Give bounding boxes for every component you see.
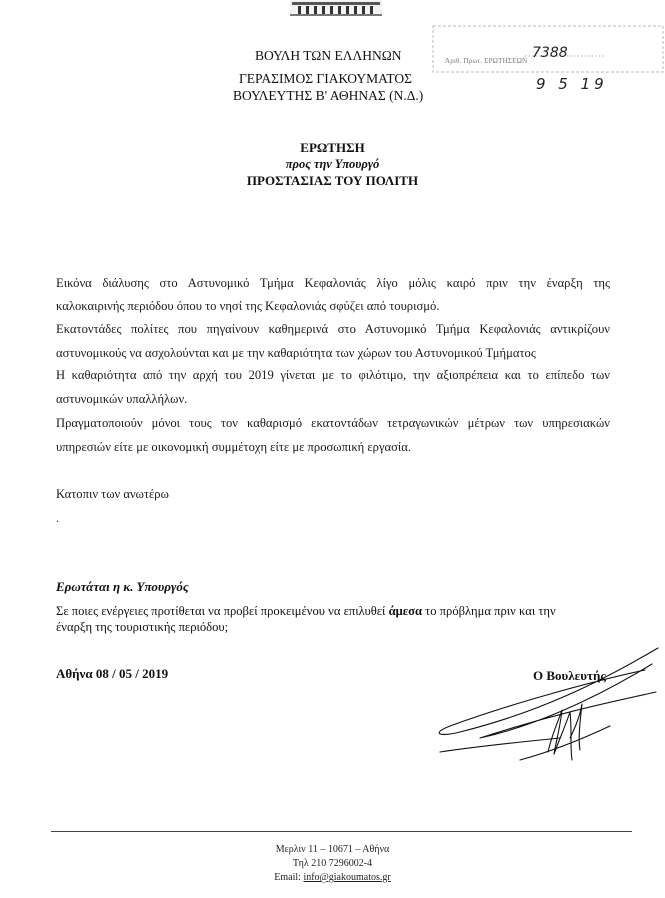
question-title: ΕΡΩΤΗΣΗ — [300, 140, 365, 155]
body-line: Η καθαριότητα από την αρχή του 2019 γίνεται με το φιλότιμο, την αξιοπρέπεια και το επίπεδο των — [56, 368, 610, 382]
ask-line: έναρξη της τουριστικής περιόδου; — [56, 620, 229, 634]
footer-address: Μερλιν 11 – 10671 – Αθήνα — [275, 844, 390, 855]
footer-email-line — [0, 871, 665, 884]
mp-role — [233, 87, 423, 104]
body-line: Πραγματοποιούν μόνοι τους τον καθαρισμό εκατοντάδων τετραγωνικών μέτρων των υπηρεσιακών — [56, 416, 610, 430]
question-ministry: ΠΡΟΣΤΑΣΙΑΣ ΤΟΥ ΠΟΛΙΤΗ — [246, 173, 419, 188]
parliament-name: ΒΟΥΛΗ ΤΩΝ ΕΛΛΗΝΩΝ — [255, 48, 402, 63]
signoff-date: Αθήνα 08 / 05 / 2019 — [56, 666, 169, 681]
mp-name: ΓΕΡΑΣΙΜΟΣ ΓΙΑΚΟΥΜΑΤΟΣ — [239, 71, 412, 86]
footer-divider — [51, 831, 632, 832]
closing-line: Κατοπιν των ανωτέρω — [56, 487, 169, 501]
ask-heading: Ερωτάται η κ. Υπουργός — [56, 579, 189, 594]
signer-title: Ο Βουλευτής — [533, 668, 606, 683]
footer-email-link[interactable]: info@giakoumatos.gr — [303, 872, 391, 883]
ask-line — [56, 604, 556, 619]
body-line: αστυνομικών υπαλλήλων. — [56, 392, 188, 406]
footer-email-label: Email: — [274, 872, 304, 883]
body-line: καλοκαιρινής περιόδου όπου το νησί της Κεφαλονιάς σφύζει από τουρισμό. — [56, 299, 440, 313]
footer-phone: Τηλ 210 7296002-4 — [292, 858, 373, 869]
ask-text: το πρόβλημα πριν και την — [422, 604, 556, 618]
closing-dot: . — [56, 511, 60, 525]
parliament-emblem-image — [290, 0, 382, 16]
stamp-label: Αριθ. Πρωτ. ΕΡΩΤΗΣΕΩΝ — [445, 57, 528, 65]
protocol-date: 9 5 19 — [536, 75, 608, 93]
body-line: αστυνομικούς να ασχολούνται και με την καθαριότητα των χώρων του Αστυνομικού Τμήματος — [56, 346, 536, 360]
ask-text: Σε ποιες ενέργειες προτίθεται να προβεί προκειμένου να επιλυθεί — [56, 604, 389, 618]
question-recipient: προς την Υπουργό — [285, 157, 380, 171]
ask-emphasis: άμεσα — [388, 604, 423, 618]
handwritten-signature — [420, 642, 665, 772]
body-line: υπηρεσιών είτε με οικονομική συμμέτοχη είτε με προσωπική εργασία. — [56, 440, 412, 454]
body-line: Εκατοντάδες πολίτες που πηγαίνουν καθημερινά στο Αστυνομικό Τμήμα Κεφαλονιάς αντικρίζουν — [56, 322, 610, 336]
body-line: Εικόνα διάλυσης στο Αστυνομικό Τμήμα Κεφαλονιάς λίγο μόλις καιρό πριν την έναρξη της — [56, 276, 610, 290]
protocol-number: 7388 — [532, 45, 568, 61]
mp-role-text: ΒΟΥΛΕΥΤΗΣ Β' ΑΘΗΝΑΣ (Ν.Δ.) — [233, 88, 424, 103]
